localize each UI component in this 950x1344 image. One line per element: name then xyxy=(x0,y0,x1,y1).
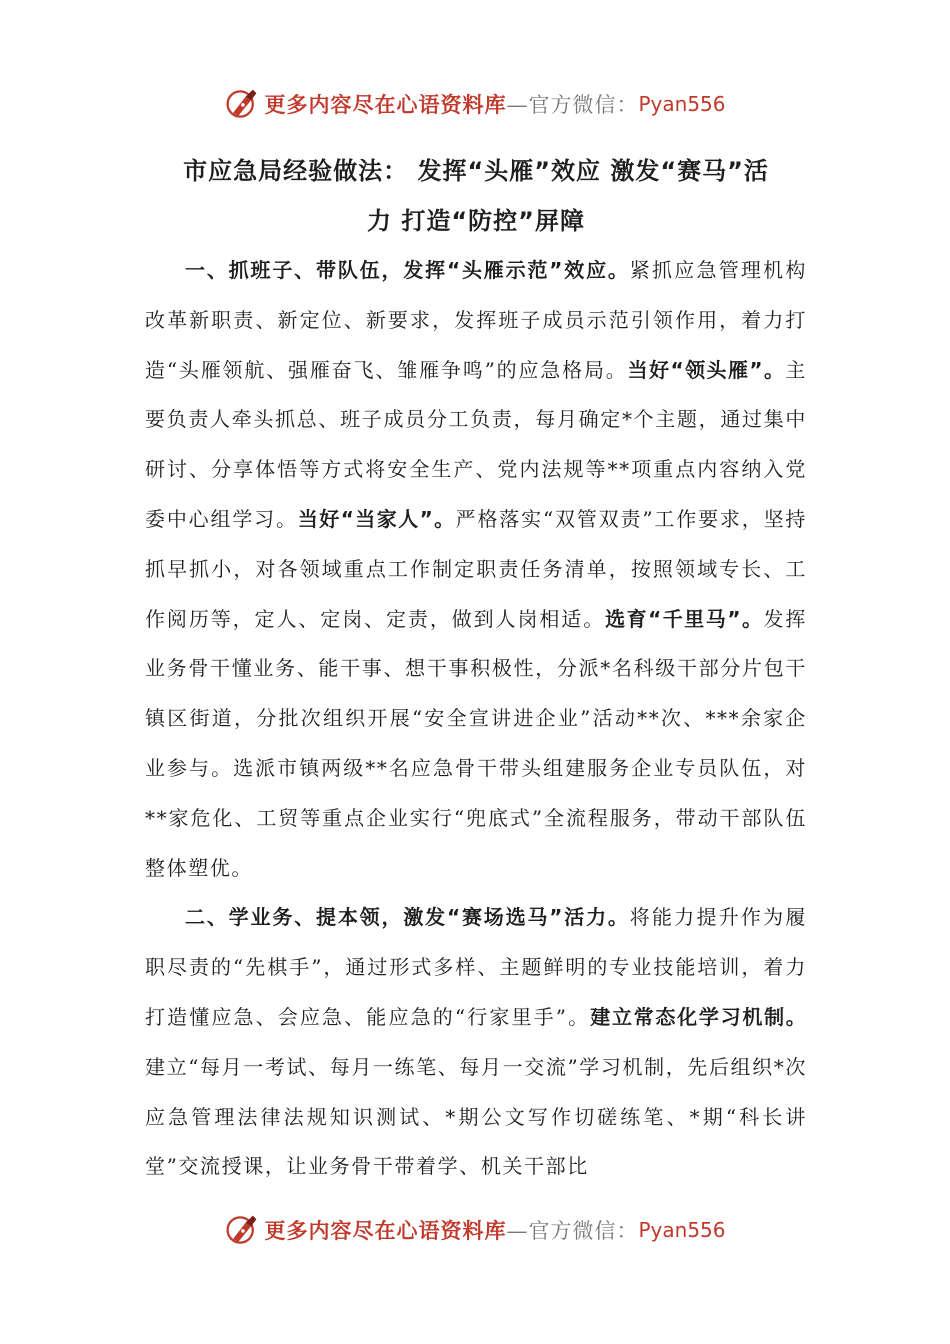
watermark-account: Pyan556 xyxy=(638,1218,726,1242)
section-1-sub3-text: 发挥业务骨干懂业务、能干事、想干事积极性，分派*名科级干部分片包干镇区街道，分批次组织开展“安全宣讲进企业”活动**次、***余家企业参与。选派市镇两级**名应急骨干带头组建服务企业专员队伍，对**家危化、工贸等重点企业实行“兜底式”全流程服务，带动干部队伍整体塑优。 xyxy=(145,606,807,880)
pen-nib-logo-icon xyxy=(224,86,260,122)
title-line-2: 力 打造“防控”屏障 xyxy=(367,207,585,235)
title-line-1: 市应急局经验做法： 发挥“头雁”效应 激发“赛马”活 xyxy=(183,157,769,185)
section-1-sub2-text: 严格落实“双管双责”工作要求，坚持抓早抓小，对各领域重点工作制定职责任务清单，按照领域专长、工作阅历等，定人、定岗、定责，做到人岗相适。 xyxy=(145,506,808,631)
section-1-paragraph xyxy=(145,246,807,893)
section-2-sub1-text: 建立“每月一考试、每月一练笔、每月一交流”学习机制，先后组织*次应急管理法律法规知识测试、*期公文写作切磋练笔、*期“科长讲堂”交流授课，让业务骨干带着学、机关干部比 xyxy=(145,1054,807,1179)
section-2-paragraph xyxy=(145,893,807,1192)
section-2-heading: 二、学业务、提本领，激发“赛场选马”活力。 xyxy=(185,905,630,930)
document-title xyxy=(145,146,807,246)
section-1-heading: 一、抓班子、带队伍，发挥“头雁示范”效应。 xyxy=(185,258,630,282)
section-1-sub2-heading: 当好“当家人”。 xyxy=(297,506,456,531)
watermark-text: 更多内容尽在心语资料库 xyxy=(264,1218,507,1243)
section-2-intro: 将能力提升作为履职尽责的“先棋手”，通过形式多样、主题鲜明的专业技能培训，着力打造懂应急、会应急、能应急的“行家里手”。 xyxy=(145,905,807,1029)
watermark-separator: —官方微信： xyxy=(506,93,639,117)
document-body xyxy=(145,146,807,1192)
watermark-footer xyxy=(0,1208,950,1252)
section-1-sub3-heading: 选育“千里马”。 xyxy=(605,606,764,631)
section-1-sub1-text: 主要负责人牵头抓总、班子成员分工负责，每月确定*个主题，通过集中研讨、分享体悟等方式将安全生产、党内法规等**项重点内容纳入党委中心组学习。 xyxy=(145,357,808,531)
section-1-sub1-heading: 当好“领头雁”。 xyxy=(627,357,786,382)
watermark-separator: —官方微信： xyxy=(506,1219,639,1243)
watermark-header xyxy=(0,82,950,126)
section-1-intro: 紧抓应急管理机构改革新职责、新定位、新要求，发挥班子成员示范引领作用，着力打造“头雁领航、强雁奋飞、雏雁争鸣”的应急格局。 xyxy=(145,258,807,382)
pen-nib-logo-icon xyxy=(224,1212,260,1248)
watermark-text: 更多内容尽在心语资料库 xyxy=(264,92,507,117)
section-2-sub1-heading: 建立常态化学习机制。 xyxy=(590,1004,807,1029)
watermark-account: Pyan556 xyxy=(638,92,726,116)
